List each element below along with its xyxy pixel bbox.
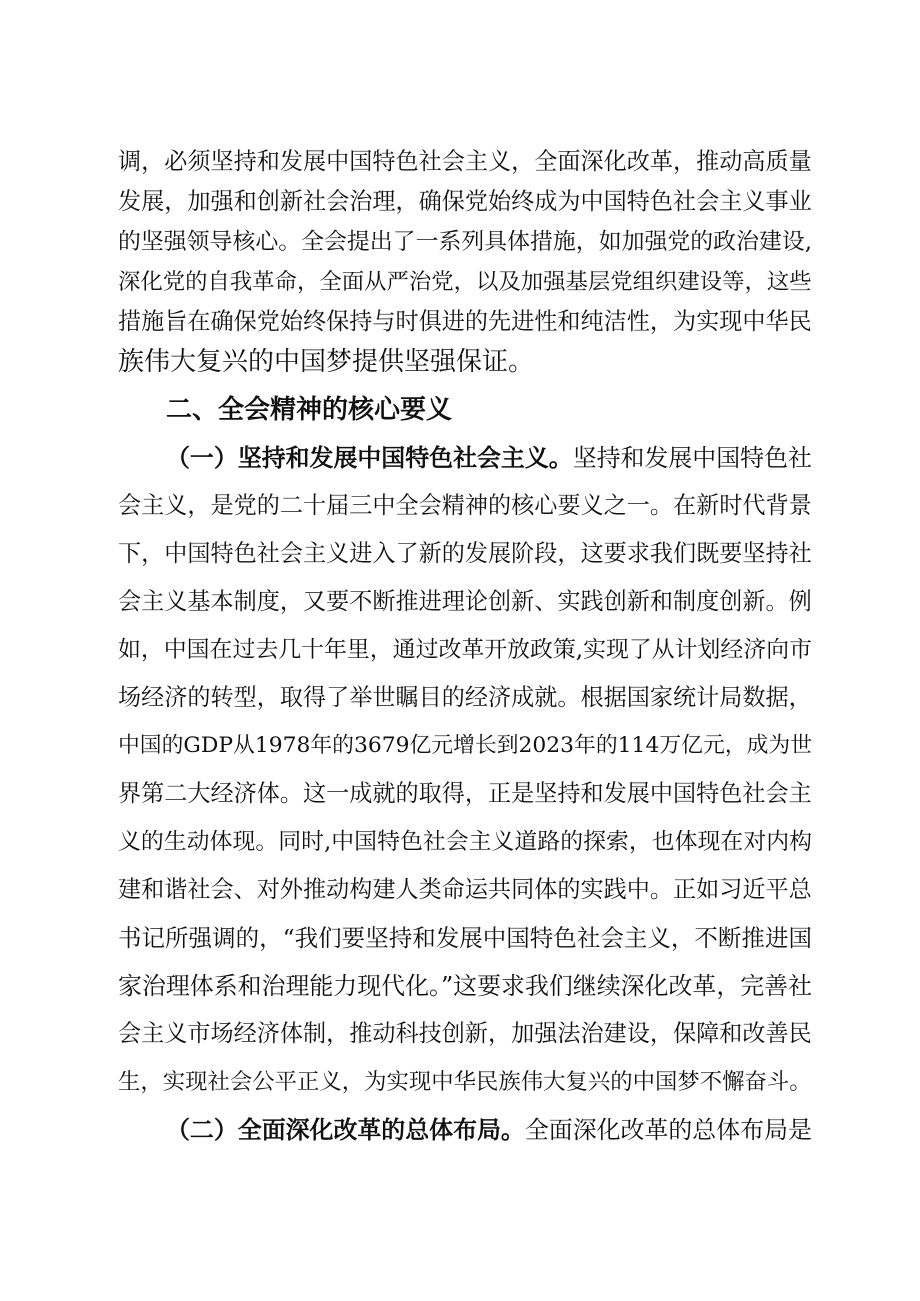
subsection-2-first-line-rest: 全面深化改革的总体布局是 — [524, 1116, 812, 1144]
body-line: 中国的GDP从1978年的3679亿元增长到2023年的114万亿元，成为世 — [118, 733, 813, 758]
body-line: 会主义基本制度，又要不断推进理论创新、实践创新和制度创新。例 — [118, 589, 812, 615]
body-line: 会主义市场经济体制，推动科技创新，加强法治建设，保障和改善民 — [118, 1021, 812, 1047]
body-line: 书记所强调的，“我们要坚持和发展中国特色社会主义，不断推进国 — [118, 924, 812, 952]
subsection-1-first-line — [166, 438, 812, 478]
subsection-2-first-line — [166, 1110, 812, 1150]
section-heading: 二、全会精神的核心要义 — [166, 395, 453, 425]
intro-line: 调，必须坚持和发展中国特色社会主义，全面深化改革，推动高质量 — [118, 149, 812, 175]
body-line: 义的生动体现。同时,中国特色社会主义道路的探索，也体现在对内构 — [118, 829, 812, 855]
subsection-1-first-line-rest: 坚持和发展中国特色社 — [572, 444, 812, 472]
body-line: 界第二大经济体。这一成就的取得，正是坚持和发展中国特色社会主 — [118, 781, 812, 807]
body-line: 生，实现社会公平正义，为实现中华民族伟大复兴的中国梦不懈奋斗。 — [118, 1069, 812, 1095]
body-line: 如，中国在过去几十年里，通过改革开放政策,实现了从计划经济向市 — [118, 637, 812, 663]
intro-line: 措施旨在确保党始终保持与时俱进的先进性和纯洁性，为实现中华民 — [118, 309, 812, 335]
body-line: 会主义，是党的二十届三中全会精神的核心要义之一。在新时代背景 — [118, 493, 812, 519]
intro-line: 发展，加强和创新社会治理，确保党始终成为中国特色社会主义事业 — [118, 189, 812, 215]
body-line: 场经济的转型，取得了举世瞩目的经济成就。根据国家统计局数据， — [118, 685, 812, 711]
intro-line: 的坚强领导核心。全会提出了一系列具体措施，如加强党的政治建设, — [118, 229, 812, 255]
subsection-2-title: （二）全面深化改革的总体布局。 — [166, 1116, 525, 1144]
intro-line: 族伟大复兴的中国梦提供坚强保证。 — [118, 347, 535, 377]
intro-line: 深化党的自我革命，全面从严治党，以及加强基层党组织建设等，这些 — [118, 269, 812, 295]
body-line: 家治理体系和治理能力现代化。”这要求我们继续深化改革，完善社 — [118, 972, 813, 1000]
body-line: 下，中国特色社会主义进入了新的发展阶段，这要求我们既要坚持社 — [118, 541, 812, 567]
body-line: 建和谐社会、对外推动构建人类命运共同体的实践中。正如习近平总 — [118, 877, 812, 903]
subsection-1-title: （一）坚持和发展中国特色社会主义。 — [166, 444, 573, 472]
